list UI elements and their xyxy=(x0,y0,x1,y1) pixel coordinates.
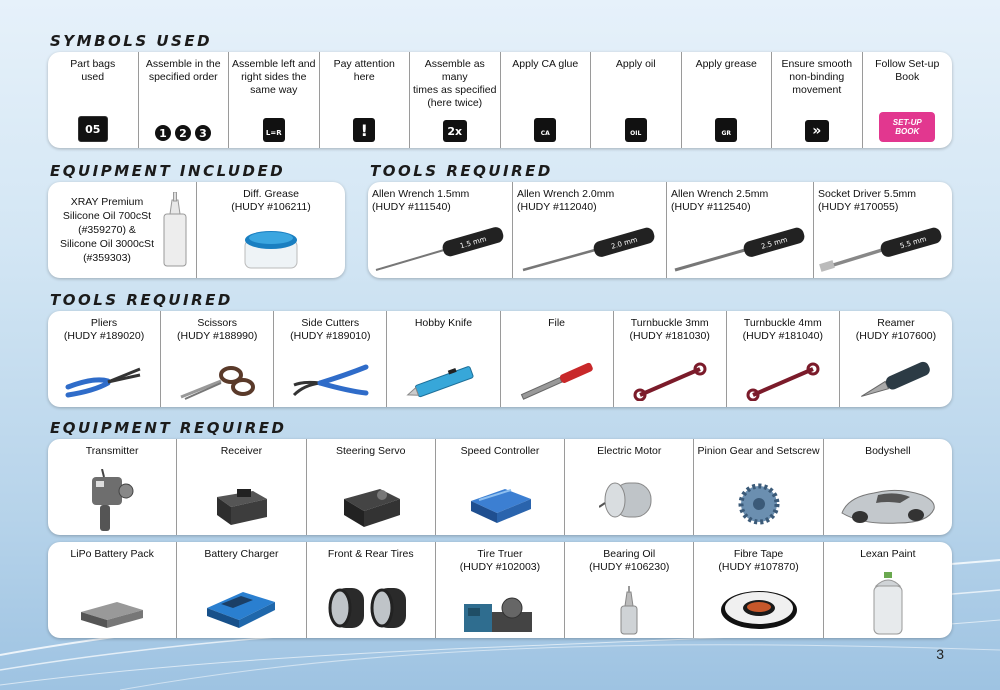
battery-charger-icon xyxy=(203,582,279,632)
equip-steering-servo xyxy=(306,439,435,535)
tools-panel xyxy=(48,311,952,407)
equip-battery-charger xyxy=(176,542,305,638)
file-icon xyxy=(517,361,597,401)
tool-label: Scissors (HUDY #188990) xyxy=(177,317,258,342)
symbol-setup-book xyxy=(862,52,953,148)
symbol-label: Follow Set-up Book xyxy=(875,58,940,83)
svg-text:5.5 mm: 5.5 mm xyxy=(899,235,928,251)
svg-text:1: 1 xyxy=(159,127,168,140)
page-number: 3 xyxy=(936,646,944,662)
tool-label: File xyxy=(548,317,566,329)
symbol-smooth xyxy=(771,52,862,148)
equip-label: Speed Controller xyxy=(460,445,540,457)
tool-label: Hobby Knife xyxy=(414,317,473,329)
equip-tires xyxy=(306,542,435,638)
diff-grease-item xyxy=(196,182,345,278)
allen-wrench-2-5 xyxy=(666,182,813,278)
tool-file xyxy=(500,311,613,407)
symbol-order xyxy=(138,52,229,148)
lexan-paint-icon xyxy=(868,570,908,636)
symbol-part-bags xyxy=(48,52,138,148)
symbol-label: Assemble left and right sides the same way xyxy=(232,58,316,96)
equip-label: Pinion Gear and Setscrew xyxy=(697,445,820,457)
allen-wrench-2-0 xyxy=(512,182,666,278)
allen-wrench-icon xyxy=(372,224,508,274)
equipment-required-panel-2 xyxy=(48,542,952,638)
tool-label: Pliers (HUDY #189020) xyxy=(63,317,145,342)
transmitter-icon xyxy=(82,469,142,533)
equip-tire-truer xyxy=(435,542,564,638)
tools-required-heading-2: TOOLS REQUIRED xyxy=(50,291,233,309)
symbol-label: Assemble as many times as specified (here twice) xyxy=(413,58,497,109)
equip-lexan-paint xyxy=(823,542,952,638)
tool-reamer xyxy=(839,311,952,407)
steering-servo-icon xyxy=(336,477,406,529)
symbol-label: Apply CA glue xyxy=(512,58,579,70)
equip-electric-motor xyxy=(564,439,693,535)
equip-label: Battery Charger xyxy=(204,548,279,560)
equip-lipo-battery xyxy=(48,542,176,638)
tool-label: Reamer (HUDY #107600) xyxy=(855,317,937,342)
hobby-knife-icon xyxy=(403,361,483,401)
equip-label: Receiver xyxy=(220,445,263,457)
allen-wrench-icon xyxy=(671,224,809,274)
oil-bottle-icon xyxy=(160,192,190,268)
tool-scissors xyxy=(160,311,273,407)
equip-label: Lexan Paint xyxy=(860,548,916,560)
tool-side-cutters xyxy=(273,311,386,407)
smooth-movement-icon: » xyxy=(805,120,829,142)
symbol-label: Apply oil xyxy=(615,58,656,70)
fibre-tape-icon xyxy=(717,586,801,632)
equip-fibre-tape xyxy=(693,542,822,638)
tool-label: Allen Wrench 2.0mm (HUDY #112040) xyxy=(517,188,615,213)
tool-label: Allen Wrench 2.5mm (HUDY #112540) xyxy=(671,188,769,213)
socket-driver-icon xyxy=(818,224,946,274)
part-bag-icon: 05 xyxy=(78,116,108,142)
equip-label: Bearing Oil (HUDY #106230) xyxy=(589,548,670,573)
symbol-left-right xyxy=(228,52,319,148)
symbol-label: Assemble in the specified order xyxy=(145,58,221,83)
tool-turnbuckle-4mm xyxy=(726,311,839,407)
symbol-attention xyxy=(319,52,410,148)
equipment-required-panel-1 xyxy=(48,439,952,535)
oil-icon: OIL xyxy=(625,118,647,142)
equip-label: Transmitter xyxy=(85,445,139,457)
equip-label: Front & Rear Tires xyxy=(327,548,414,560)
equipment-included-panel xyxy=(48,182,345,278)
grease-jar-icon xyxy=(241,226,301,272)
equip-label: Fibre Tape (HUDY #107870) xyxy=(718,548,799,573)
equip-label: Electric Motor xyxy=(597,445,662,457)
equipment-included-heading: EQUIPMENT INCLUDED xyxy=(50,162,286,180)
pliers-icon xyxy=(64,361,144,401)
reamer-icon xyxy=(856,361,936,401)
socket-driver-5-5 xyxy=(813,182,952,278)
tool-pliers xyxy=(48,311,160,407)
diff-grease-label: Diff. Grease (HUDY #106211) xyxy=(231,188,311,213)
tool-label: Allen Wrench 1.5mm (HUDY #111540) xyxy=(372,188,470,213)
symbols-panel xyxy=(48,52,952,148)
equip-label: Steering Servo xyxy=(335,445,406,457)
equip-speed-controller xyxy=(435,439,564,535)
allen-wrench-1-5 xyxy=(368,182,512,278)
equip-bodyshell xyxy=(823,439,952,535)
side-cutters-icon xyxy=(290,361,370,401)
tool-turnbuckle-3mm xyxy=(613,311,726,407)
turnbuckle-wrench-icon xyxy=(630,361,710,401)
equip-pinion-gear xyxy=(693,439,822,535)
grease-icon: GR xyxy=(715,118,737,142)
symbols-used-heading: SYMBOLS USED xyxy=(50,32,213,50)
equip-transmitter xyxy=(48,439,176,535)
equip-label: LiPo Battery Pack xyxy=(70,548,154,560)
tool-label: Turnbuckle 4mm (HUDY #181040) xyxy=(742,317,823,342)
speed-controller-icon xyxy=(465,479,535,529)
tires-icon xyxy=(326,582,416,632)
equip-receiver xyxy=(176,439,305,535)
bearing-oil-icon xyxy=(614,586,644,636)
equip-label: Tire Truer (HUDY #102003) xyxy=(459,548,541,573)
svg-text:2: 2 xyxy=(179,127,188,140)
svg-text:2.5 mm: 2.5 mm xyxy=(760,235,789,251)
symbol-label: Apply grease xyxy=(695,58,757,70)
tool-label: Side Cutters (HUDY #189010) xyxy=(290,317,371,342)
symbol-repeat xyxy=(409,52,500,148)
attention-icon: ! xyxy=(353,118,375,142)
equip-bearing-oil xyxy=(564,542,693,638)
pinion-gear-icon xyxy=(734,479,784,529)
allen-wrench-icon xyxy=(517,224,661,274)
symbol-label: Pay attention here xyxy=(333,58,395,83)
setup-book-icon: SET-UP BOOK xyxy=(879,112,935,142)
svg-text:3: 3 xyxy=(199,127,208,140)
tool-label: Socket Driver 5.5mm (HUDY #170055) xyxy=(818,188,917,213)
left-right-icon: L=R xyxy=(263,118,285,142)
tool-hobby-knife xyxy=(386,311,499,407)
silicone-oil-item xyxy=(48,182,196,278)
svg-text:1.5 mm: 1.5 mm xyxy=(459,235,488,251)
receiver-icon xyxy=(211,479,271,529)
allen-wrench-panel xyxy=(368,182,952,278)
order-icon xyxy=(154,124,212,142)
turnbuckle-wrench-icon xyxy=(743,361,823,401)
ca-glue-icon: CA xyxy=(534,118,556,142)
svg-text:2.0 mm: 2.0 mm xyxy=(610,235,639,251)
silicone-oil-label: XRAY Premium Silicone Oil 700cSt (#359270) & Silicone Oil 3000cSt (#359303) xyxy=(60,196,154,264)
tire-truer-icon xyxy=(460,588,540,636)
symbol-label: Ensure smooth non-binding movement xyxy=(781,58,853,96)
bodyshell-icon xyxy=(838,479,938,529)
symbol-ca-glue xyxy=(500,52,591,148)
symbol-oil xyxy=(590,52,681,148)
repeat-2x-icon: 2x xyxy=(443,120,467,142)
lipo-battery-icon xyxy=(77,592,147,632)
tools-required-heading-1: TOOLS REQUIRED xyxy=(370,162,553,180)
scissors-icon xyxy=(177,361,257,401)
equip-label: Bodyshell xyxy=(865,445,911,457)
tool-label: Turnbuckle 3mm (HUDY #181030) xyxy=(629,317,710,342)
symbol-label: Part bags used xyxy=(70,58,116,83)
symbol-grease xyxy=(681,52,772,148)
equipment-required-heading: EQUIPMENT REQUIRED xyxy=(50,419,287,437)
electric-motor-icon xyxy=(599,473,659,529)
